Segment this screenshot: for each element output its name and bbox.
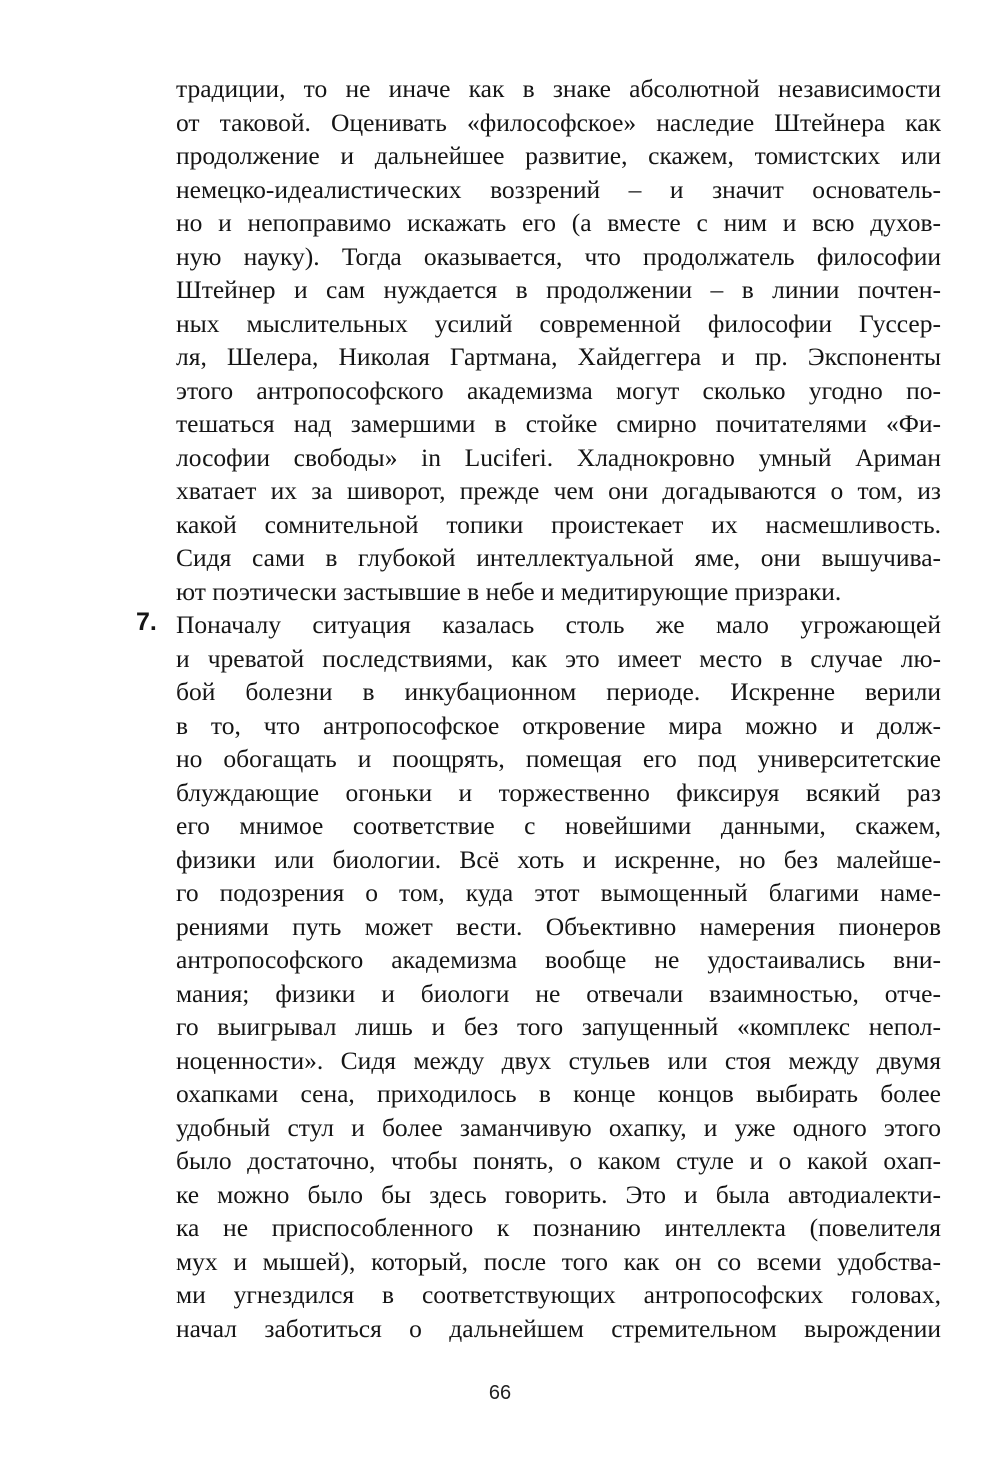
text-line: ную науку). Тогда оказывается, что продолжатель философии xyxy=(176,241,941,271)
text-line: но обогащать и поощрять, помещая его под университетские xyxy=(176,744,941,773)
text-line: блуждающие огоньки и торжественно фиксируя всякий раз xyxy=(176,777,941,807)
text-line: начал заботиться о дальнейшем стремительном вырождении xyxy=(176,1313,941,1343)
text-line: ми угнездился в соответствующих антропософских головах, xyxy=(176,1280,941,1309)
text-line: Сидя сами в глубокой интеллектуальной яме, они вышучива- xyxy=(176,543,941,572)
text-line: рениями путь может вести. Объективно намерения пионеров xyxy=(176,911,941,941)
page-number: 66 xyxy=(488,1382,512,1404)
text-line: от таковой. Оценивать «философское» наследие Штейнера как xyxy=(176,107,941,137)
text-line: но и непоправимо искажать его (а вместе с ним и всю духов- xyxy=(176,208,941,237)
text-line: продолжение и дальнейшее развитие, скажем, томистских или xyxy=(176,141,941,170)
text-line: го выигрывал лишь и без того запущенный «комплекс непол- xyxy=(176,1012,941,1041)
numbered-paragraph xyxy=(136,608,941,642)
text-line: мух и мышей), который, после того как он со всеми удобства- xyxy=(176,1246,941,1276)
text-line: го подозрения о том, куда этот вымощенный благими наме- xyxy=(176,878,941,907)
text-line: его мнимое соответствие с новейшими данными, скажем, xyxy=(176,811,941,840)
text-line: Штейнер и сам нуждается в продолжении – в линии почтен- xyxy=(176,275,941,304)
text-line: и чреватой последствиями, как это имеет место в случае лю- xyxy=(176,643,941,673)
text-line: мания; физики и биологи не отвечали взаимностью, отче- xyxy=(176,978,941,1008)
text-line: антропософского академизма вообще не удостаивались вни- xyxy=(176,945,941,974)
text-line: этого антропософского академизма могут сколько угодно по- xyxy=(176,375,941,405)
text-line: немецко-идеалистических воззрений – и значит основатель- xyxy=(176,174,941,204)
text-line: ют поэтически застывшие в небе и медитирующие призраки. xyxy=(176,576,842,606)
text-line: ля, Шелера, Николая Гартмана, Хайдеггера и пр. Экспоненты xyxy=(176,342,941,371)
text-line: физики или биологии. Всё хоть и искренне, но без малейше- xyxy=(176,844,941,874)
text-line: хватает их за шиворот, прежде чем они догадываются о том, из xyxy=(176,476,941,505)
text-line: ных мыслительных усилий современной философии Гуссер- xyxy=(176,308,941,338)
section-number: 7. xyxy=(136,608,157,636)
document-body xyxy=(136,72,941,1345)
text-line: было достаточно, чтобы понять, о каком стуле и о какой охап- xyxy=(176,1146,941,1175)
text-line: тешаться над замершими в стойке смирно почитателями «Фи- xyxy=(176,409,941,438)
text-line: в то, что антропософское откровение мира можно и долж- xyxy=(176,710,941,740)
text-line: удобный стул и более заманчивую охапку, и уже одного этого xyxy=(176,1112,941,1142)
text-line: лософии свободы» in Luciferi. Хладнокровно умный Ариман xyxy=(176,442,941,472)
text-line: традиции, то не иначе как в знаке абсолютной независимости xyxy=(176,74,941,103)
text-line: какой сомнительной топики проистекает их насмешливость. xyxy=(176,509,941,539)
text-line: ноценности». Сидя между двух стульев или стоя между двумя xyxy=(176,1045,941,1075)
text-line: ке можно было бы здесь говорить. Это и была автодиалекти- xyxy=(176,1179,941,1209)
text-line: ка не приспособленного к познанию интеллекта (повелителя xyxy=(176,1213,941,1242)
text-line: охапками сена, приходилось в конце концов выбирать более xyxy=(176,1079,941,1108)
text-line: бой болезни в инкубационном периоде. Искренне верили xyxy=(176,677,941,706)
text-line: Поначалу ситуация казалась столь же мало угрожающей xyxy=(176,610,941,639)
